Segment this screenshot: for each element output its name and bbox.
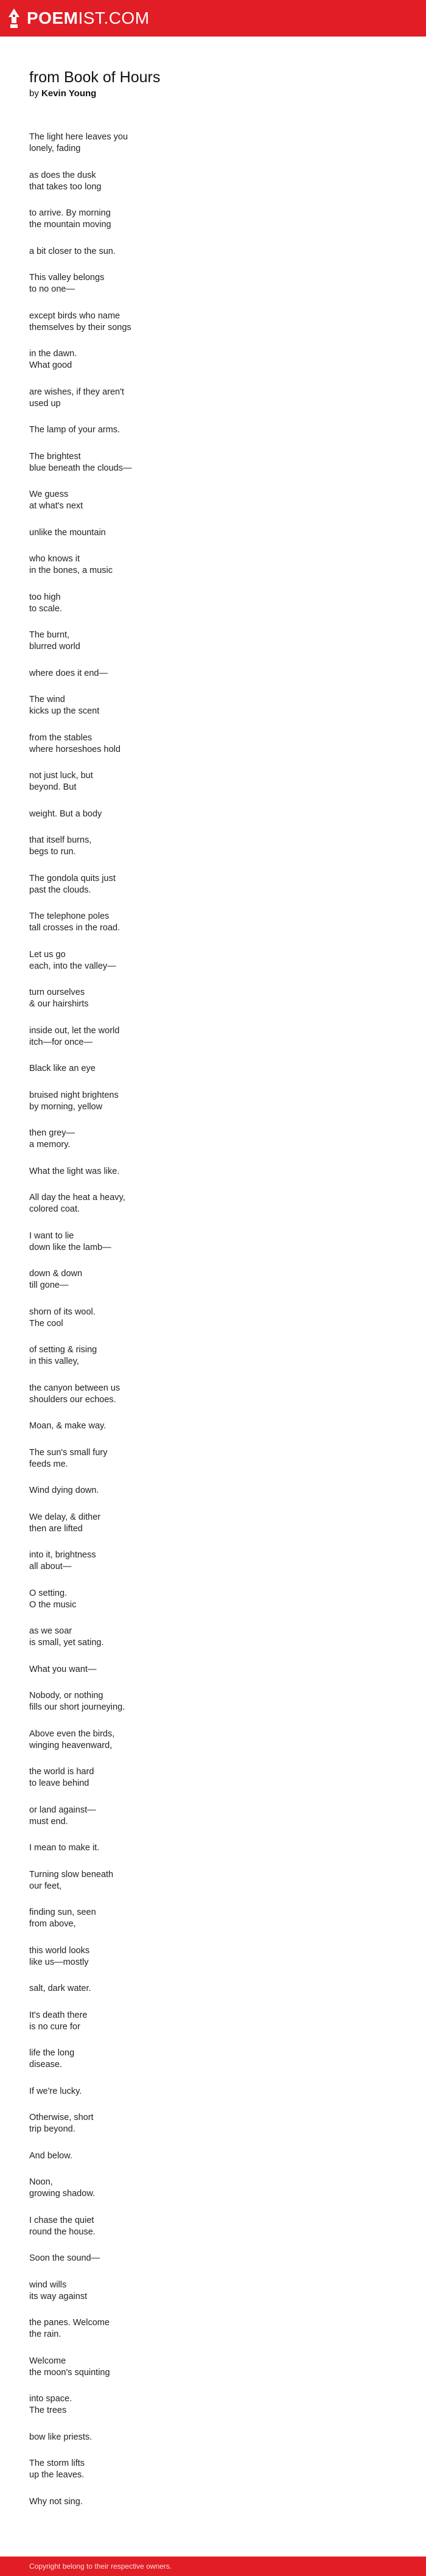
poem-line: finding sun, seen — [29, 1907, 96, 1917]
poem-stanza — [29, 489, 426, 512]
poem-stanza — [29, 2432, 426, 2443]
poem-stanza — [29, 1166, 426, 1177]
site-footer — [0, 2557, 426, 2576]
poem-line: is small, yet sating. — [29, 1638, 104, 1648]
poem-stanza — [29, 1626, 426, 1649]
poem-line: winging heavenward, — [29, 1740, 113, 1750]
poem-line: till gone— — [29, 1280, 69, 1290]
poem-stanza — [29, 1344, 426, 1367]
poem-line: to leave behind — [29, 1778, 89, 1788]
poem-line: feeds me. — [29, 1459, 68, 1469]
poem-stanza — [29, 2317, 426, 2340]
poem-line: at what's next — [29, 501, 83, 511]
poem-line: This valley belongs — [29, 273, 105, 283]
poem-stanza — [29, 835, 426, 858]
poem-line: then are lifted — [29, 1523, 83, 1534]
poem-line: And below. — [29, 2150, 72, 2161]
poem-line: to scale. — [29, 603, 62, 614]
poem-line: Above even the birds, — [29, 1728, 115, 1739]
poem-stanza — [29, 2010, 426, 2033]
poem-line: is no cure for — [29, 2021, 80, 2032]
poem-stanza — [29, 592, 426, 615]
poem-stanza — [29, 987, 426, 1010]
poem-stanza — [29, 1485, 426, 1497]
poem-line: from the stables — [29, 732, 93, 743]
poem-stanza — [29, 1192, 426, 1215]
poem-line: from above, — [29, 1919, 76, 1929]
poem-line: the world is hard — [29, 1767, 94, 1777]
poem-line: all about— — [29, 1562, 72, 1571]
poem-line: round the house. — [29, 2227, 96, 2237]
poem-stanza — [29, 770, 426, 793]
poem-line: a memory. — [29, 1140, 71, 1149]
poem-stanza — [29, 1690, 426, 1713]
poem-line: the mountain moving — [29, 220, 111, 230]
poem-line: Why not sing. — [29, 2496, 83, 2507]
poem-line: past the clouds. — [29, 885, 91, 895]
poem-stanza — [29, 2048, 426, 2071]
poem-stanza — [29, 2393, 426, 2416]
poem-stanza — [29, 1420, 426, 1432]
poem-line: colored coat. — [29, 1204, 80, 1214]
poem-stanza — [29, 1907, 426, 1930]
poem-line: who knows it — [29, 554, 80, 564]
poem-line: salt, dark water. — [29, 1984, 91, 1993]
poem-stanza — [29, 1766, 426, 1789]
logo-light-text: IST.COM — [78, 9, 150, 27]
poem-line: or land against— — [29, 1805, 96, 1815]
poem-line: the moon's squinting — [29, 2367, 110, 2378]
poem-line: used up — [29, 398, 61, 409]
poem-line: The trees — [29, 2406, 67, 2415]
poem-line: The gondola quits just — [29, 873, 116, 883]
poem-line: in the dawn. — [29, 349, 77, 359]
poem-stanza — [29, 1268, 426, 1291]
poem-line: as we soar — [29, 1626, 72, 1636]
poem-line: growing shadow. — [29, 2189, 96, 2199]
poem-stanza — [29, 132, 426, 155]
poem-line: except birds who name — [29, 311, 120, 321]
poem-stanza — [29, 1307, 426, 1330]
poem-line: as does the dusk — [29, 170, 96, 180]
poem-stanza — [29, 1945, 426, 1968]
poem-author: Kevin Young — [41, 88, 97, 99]
poem-stanza — [29, 873, 426, 896]
poem-line: a bit closer to the sun. — [29, 246, 116, 256]
poem-line: I chase the quiet — [29, 2215, 94, 2225]
poem-line: What good — [29, 360, 72, 370]
poem-line: turn ourselves — [29, 988, 85, 997]
poem-stanza — [29, 1128, 426, 1151]
poem-stanza — [29, 911, 426, 934]
poem-line: O setting. — [29, 1588, 68, 1598]
poem-stanza — [29, 1090, 426, 1113]
poem-line: The cool — [29, 1318, 63, 1328]
poem-line: Turning slow beneath — [29, 1869, 114, 1879]
poem-stanza — [29, 1383, 426, 1406]
poem-line: to no one— — [29, 284, 75, 294]
poem-stanza — [29, 1983, 426, 1995]
poem-line: shorn of its wool. — [29, 1307, 96, 1317]
poem-line: All day the heat a heavy, — [29, 1193, 125, 1202]
poem-stanza — [29, 2150, 426, 2162]
poem-line: disease. — [29, 2060, 63, 2069]
poem-stanza — [29, 311, 426, 334]
poem-line: itch—for once— — [29, 1037, 93, 1047]
poem-stanza — [29, 2279, 426, 2303]
poem-stanza — [29, 451, 426, 474]
poem-line: weight. But a body — [29, 809, 102, 819]
poem-stanza — [29, 1869, 426, 1892]
poem-line: the panes. Welcome — [29, 2318, 110, 2328]
poem-line: into space. — [29, 2394, 72, 2404]
poem-line: must end. — [29, 1816, 68, 1827]
poem-line: Welcome — [29, 2356, 66, 2366]
poem-line: of setting & rising — [29, 1345, 97, 1355]
poem-line: I want to lie — [29, 1230, 74, 1241]
poem-stanza — [29, 553, 426, 577]
poem-line: We guess — [29, 490, 69, 499]
poem-line: into it, brightness — [29, 1550, 96, 1560]
poem-line: The telephone poles — [29, 911, 110, 921]
poem-stanza — [29, 2112, 426, 2135]
poem-line: Noon, — [29, 2177, 53, 2187]
poem-line: the canyon between us — [29, 1383, 120, 1393]
poem-line: What you want— — [29, 1664, 97, 1674]
site-logo-text — [27, 10, 150, 27]
poem-line: The wind — [29, 695, 65, 704]
logo-strong-text: POEM — [27, 9, 79, 27]
poem-line: blue beneath the clouds— — [29, 463, 132, 473]
poem-line: blurred world — [29, 642, 80, 651]
poem-line: that itself burns, — [29, 835, 92, 845]
footer-copyright: Copyright belong to their respective owners. — [29, 2562, 172, 2571]
poem-line: Soon the sound— — [29, 2253, 100, 2263]
poem-line: down & down — [29, 1269, 83, 1279]
poem-line: I mean to make it. — [29, 1843, 100, 1853]
poem-line: lonely, fading — [29, 144, 81, 153]
poem-line: are wishes, if they aren't — [29, 387, 124, 397]
poem-line: We delay, & dither — [29, 1512, 101, 1522]
poem-stanza — [29, 1512, 426, 1535]
poem-line: kicks up the scent — [29, 706, 100, 716]
poem-line: Black like an eye — [29, 1064, 96, 1073]
poem-line: & our hairshirts — [29, 999, 89, 1009]
poem-stanza — [29, 630, 426, 653]
poem-line: It's death there — [29, 2010, 88, 2020]
poem-line: its way against — [29, 2291, 88, 2301]
poem-line: bow like priests. — [29, 2432, 93, 2442]
poem-stanza — [29, 2458, 426, 2481]
poem-line: then grey— — [29, 1128, 75, 1138]
poem-stanza — [29, 1805, 426, 1828]
poem-line: The light here leaves you — [29, 132, 128, 142]
poem-line: down like the lamb— — [29, 1242, 111, 1252]
poem-byline — [29, 88, 426, 100]
poem-line: our feet, — [29, 1881, 62, 1891]
poem-stanza — [29, 2215, 426, 2238]
poem-stanza — [29, 1025, 426, 1048]
poem-stanza — [29, 949, 426, 972]
poem-line: bruised night brightens — [29, 1090, 119, 1100]
poem-line: to arrive. By morning — [29, 208, 111, 218]
poem-line: that takes too long — [29, 181, 102, 192]
poem-stanza — [29, 2356, 426, 2379]
poem-line: too high — [29, 592, 61, 602]
poem-stanza — [29, 694, 426, 717]
poem-line: not just luck, but — [29, 771, 93, 781]
poem-line: What the light was like. — [29, 1166, 120, 1176]
poem-line: Nobody, or nothing — [29, 1691, 103, 1700]
poem-line: up the leaves. — [29, 2470, 85, 2480]
poem-line: where horseshoes hold — [29, 744, 120, 754]
poem-line: shoulders our echoes. — [29, 1394, 116, 1405]
poem-line: O the music — [29, 1599, 77, 1610]
poem-stanza — [29, 527, 426, 539]
poem-line: beyond. But — [29, 782, 77, 792]
poem-stanza — [29, 668, 426, 679]
pen-nib-icon — [7, 8, 21, 29]
poem-line: where does it end— — [29, 668, 108, 678]
poem-line: The storm lifts — [29, 2458, 85, 2468]
poem-line: the rain. — [29, 2329, 61, 2339]
poem-stanza — [29, 1728, 426, 1752]
poem-line: in the bones, a music — [29, 566, 113, 575]
poem-line: like us—mostly — [29, 1957, 89, 1967]
poem-line: tall crosses in the road. — [29, 923, 120, 933]
site-logo-link[interactable] — [7, 8, 150, 29]
poem-line: Wind dying down. — [29, 1486, 99, 1495]
poem-line: Moan, & make way. — [29, 1421, 106, 1431]
byline-prefix: by — [29, 88, 39, 99]
poem-line: themselves by their songs — [29, 322, 131, 332]
poem-line: The lamp of your arms. — [29, 425, 120, 435]
poem-stanza — [29, 809, 426, 820]
poem-line: The sun's small fury — [29, 1447, 108, 1458]
poem-stanza — [29, 2496, 426, 2508]
poem-stanza — [29, 2177, 426, 2200]
poem-title: from Book of Hours — [29, 69, 161, 86]
poem-stanza — [29, 272, 426, 295]
poem-line: Otherwise, short — [29, 2113, 94, 2122]
poem-stanza — [29, 424, 426, 436]
poem-stanza — [29, 1842, 426, 1854]
poem-stanza — [29, 2086, 426, 2097]
poem-line: unlike the mountain — [29, 527, 106, 538]
poem-line: this world looks — [29, 1945, 90, 1956]
site-header — [0, 0, 426, 37]
poem-stanza — [29, 208, 426, 231]
poem-line: The burnt, — [29, 630, 70, 640]
poem-line: begs to run. — [29, 847, 76, 857]
poem-stanza — [29, 732, 426, 756]
poem-container — [0, 37, 426, 2508]
poem-line: The brightest — [29, 451, 81, 462]
poem-stanza — [29, 348, 426, 371]
poem-stanza — [29, 387, 426, 410]
poem-stanza — [29, 2253, 426, 2264]
poem-stanza — [29, 1063, 426, 1075]
poem-line: inside out, let the world — [29, 1025, 120, 1036]
poem-body — [29, 132, 426, 2508]
poem-stanza — [29, 1549, 426, 1573]
poem-line: life the long — [29, 2048, 75, 2058]
poem-stanza — [29, 246, 426, 258]
poem-line: by morning, yellow — [29, 1101, 103, 1112]
poem-stanza — [29, 1588, 426, 1611]
poem-stanza — [29, 1230, 426, 1254]
poem-line: fills our short journeying. — [29, 1702, 125, 1712]
poem-line: If we're lucky. — [29, 2086, 82, 2096]
poem-stanza — [29, 1664, 426, 1676]
poem-line: wind wills — [29, 2279, 67, 2290]
poem-line: trip beyond. — [29, 2124, 75, 2134]
poem-stanza — [29, 1447, 426, 1470]
poem-line: Let us go — [29, 949, 66, 960]
poem-line: in this valley, — [29, 1356, 79, 1366]
poem-line: each, into the valley— — [29, 961, 116, 971]
poem-stanza — [29, 170, 426, 193]
